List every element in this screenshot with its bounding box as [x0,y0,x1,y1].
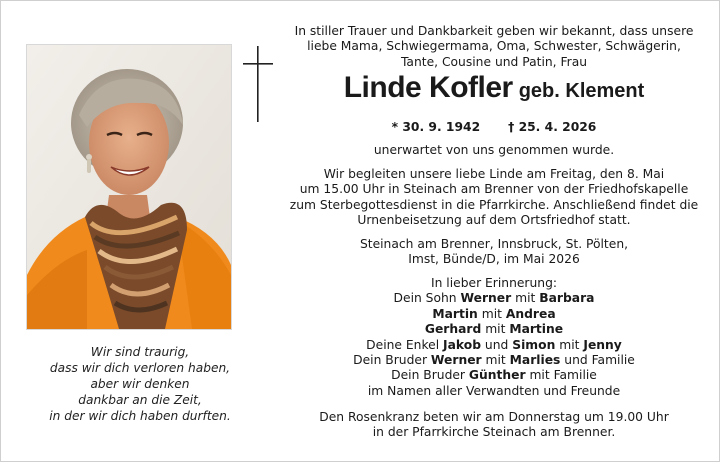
family-text: und Familie [560,353,635,368]
rosary-line: Den Rosenkranz beten wir am Donnerstag um 19.00 Uhr [319,410,669,424]
family-member: Marlies [509,353,561,368]
family-text: mit [481,322,510,337]
poem-line: dass wir dich verloren haben, [49,361,231,375]
maiden-name: geb. Klement [518,80,645,102]
family-line [288,291,700,306]
full-name: Linde Kofler [343,71,513,104]
family-line [288,368,700,383]
family-line [288,307,700,322]
intro-paragraph [288,24,700,70]
poem-line: dankbar an die Zeit, [78,393,202,407]
family-member: Andrea [505,306,556,321]
family-text: Deine Enkel [366,337,444,352]
service-line: Urnenbeisetzung auf dem Ortsfriedhof statt. [357,213,631,228]
poem-line: aber wir denken [90,377,190,391]
place-line: Imst, Bünde/D, im Mai 2026 [408,252,580,267]
service-line: um 15.00 Uhr in Steinach am Brenner von der Friedhofskapelle [299,182,689,197]
family-member: Werner [430,353,482,368]
service-line: Wir begleiten unsere liebe Linde am Freitag, den 8. Mai [323,167,665,181]
family-member: Barbara [539,291,595,306]
place-line: Steinach am Brenner, Innsbruck, St. Pölten, [359,237,629,251]
family-member: Günther [468,368,526,383]
memory-title: In lieber Erinnerung: [430,276,558,290]
family-member: Simon [512,337,556,352]
family-line [288,322,700,337]
death-date: † 25. 4. 2026 [508,120,597,134]
family-list [288,276,700,399]
family-member: Jakob [443,337,482,352]
family-member: Martine [509,322,564,337]
family-line [288,338,700,353]
family-text: Dein Sohn [393,291,461,306]
rosary-paragraph [288,410,700,441]
rosary-line: in der Pfarrkirche Steinach am Brenner. [372,425,616,440]
poem-line: in der wir dich haben durften. [49,409,231,423]
family-text: mit [555,337,584,352]
family-text: mit [481,353,510,368]
intro-line: liebe Mama, Schwiegermama, Oma, Schwester, Schwägerin, [307,39,681,54]
unexpected-line [288,143,700,158]
birth-date: * 30. 9. 1942 [391,120,481,134]
family-text: mit Familie [525,368,597,383]
intro-line: In stiller Trauer und Dankbarkeit geben wir bekannt, dass unsere [294,24,694,38]
poem-line: Wir sind traurig, [90,345,190,359]
place-date [288,237,700,268]
family-line [288,353,700,368]
service-paragraph [288,167,700,229]
family-text: und [481,337,513,352]
service-line: zum Sterbegottesdienst in die Pfarrkirche. Anschließend findet die [289,197,699,212]
portrait-photo [26,44,232,330]
family-text: Dein Bruder [353,353,431,368]
cross-icon [243,46,273,122]
family-member: Gerhard [424,322,482,337]
portrait-illustration [27,45,231,329]
intro-line: Tante, Cousine und Patin, Frau [400,54,588,69]
unexpected-text: unerwartet von uns genommen wurde. [373,143,615,157]
family-line: im Namen aller Verwandten und Freunde [367,383,621,398]
family-text: Dein Bruder [391,368,469,383]
deceased-name [288,71,700,104]
memorial-poem [20,344,260,424]
family-member: Jenny [583,337,622,352]
family-member: Martin [432,306,478,321]
family-text: mit [511,291,540,306]
family-text: mit [477,306,506,321]
life-dates [288,120,700,135]
family-member: Werner [460,291,512,306]
